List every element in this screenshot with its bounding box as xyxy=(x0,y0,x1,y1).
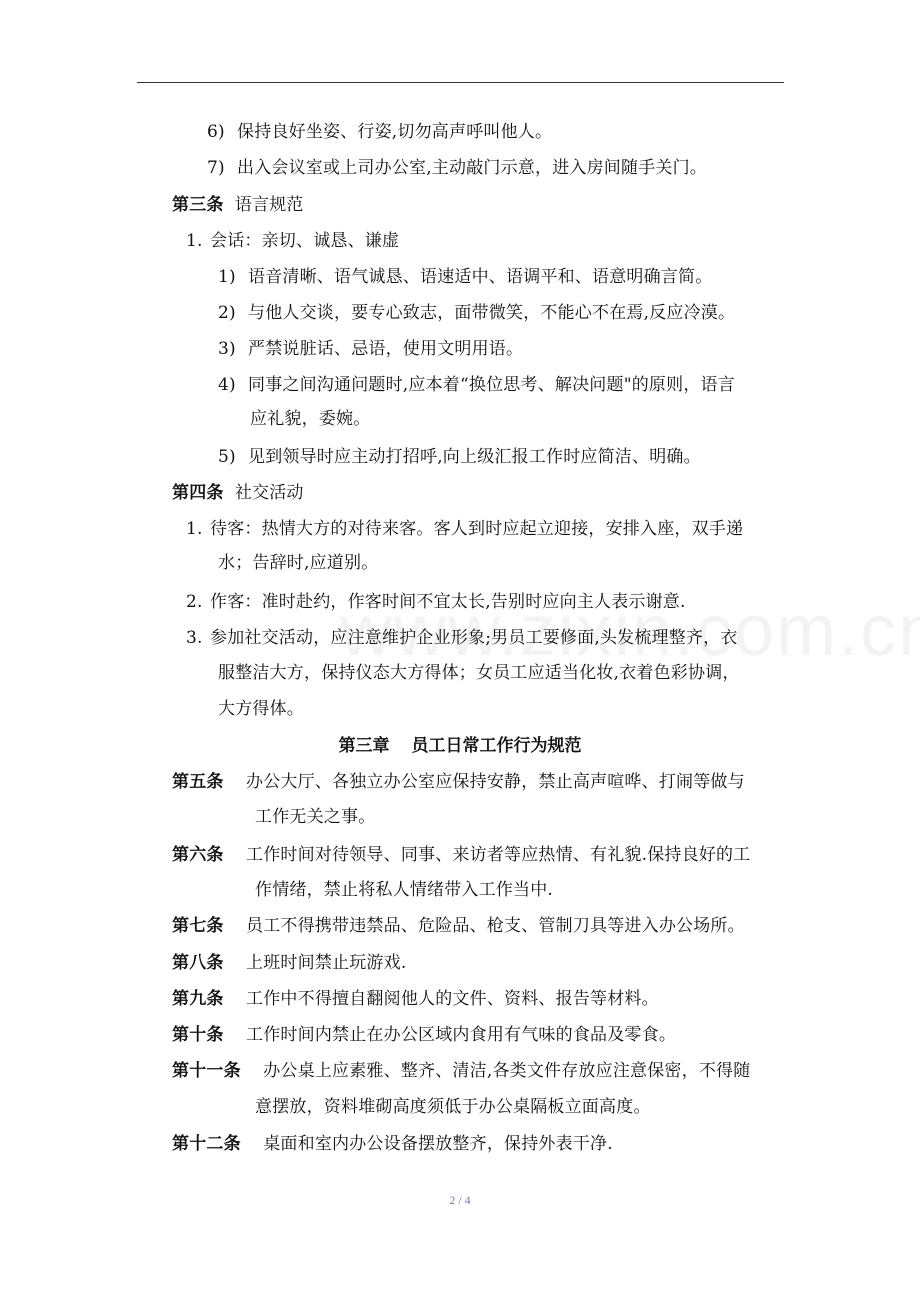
item-number: 4) xyxy=(218,375,236,395)
list-item xyxy=(218,266,712,288)
article xyxy=(172,1060,750,1082)
item-number: 1. xyxy=(186,231,203,251)
list-item xyxy=(207,157,707,179)
list-item xyxy=(218,338,523,360)
list-item xyxy=(186,627,738,649)
article-label: 第八条 xyxy=(172,953,224,973)
chapter-title: 员工日常工作行为规范 xyxy=(411,736,582,756)
article-continuation: 工作无关之事。 xyxy=(255,807,376,827)
list-item-continuation: 水；告辞时,应道别。 xyxy=(218,553,379,573)
chapter-number: 第三章 xyxy=(338,736,390,756)
list-item xyxy=(218,374,735,396)
list-item-continuation: 应礼貌，委婉。 xyxy=(250,409,371,429)
article-text: 工作时间内禁止在办公区域内食用有气味的食品及零食。 xyxy=(246,1025,677,1045)
item-number: 2) xyxy=(218,303,236,323)
list-item-continuation: 大方得体。 xyxy=(218,699,304,719)
list-item xyxy=(218,302,735,324)
article-heading xyxy=(172,482,304,504)
item-number: 1) xyxy=(218,267,236,287)
item-text: 作客：准时赴约，作客时间不宜太长,告别时应向主人表示谢意. xyxy=(210,592,686,612)
article-text: 上班时间禁止玩游戏. xyxy=(246,953,407,973)
article-text: 桌面和室内办公设备摆放整齐，保持外表干净. xyxy=(263,1134,613,1154)
article-text: 工作时间对待领导、同事、来访者等应热情、有礼貌.保持良好的工 xyxy=(246,845,751,865)
article-label: 第七条 xyxy=(172,916,224,936)
article-text: 办公大厅、各独立办公室应保持安静，禁止高声喧哗、打闹等做与 xyxy=(246,772,745,792)
article xyxy=(172,988,659,1010)
article-continuation: 作情绪，禁止将私人情绪带入工作当中. xyxy=(255,880,554,900)
chapter-heading xyxy=(0,735,920,757)
article-continuation: 意摆放，资料堆砌高度须低于办公桌隔板立面高度。 xyxy=(255,1097,651,1117)
item-text: 待客：热情大方的对待来客。客人到时应起立迎接，安排入座，双手递 xyxy=(210,519,744,539)
item-text: 出入会议室或上司办公室,主动敲门示意，进入房间随手关门。 xyxy=(237,158,708,178)
article xyxy=(172,1024,676,1046)
item-number: 2. xyxy=(186,592,203,612)
item-number: 3. xyxy=(186,628,203,648)
article-title: 社交活动 xyxy=(234,483,304,503)
article-label: 第五条 xyxy=(172,772,224,792)
item-text: 严禁说脏话、忌语，使用文明用语。 xyxy=(248,339,524,359)
article xyxy=(172,915,745,937)
item-number: 3) xyxy=(218,339,236,359)
item-text: 参加社交活动，应注意维护企业形象;男员工要修面,头发梳理整齐，衣 xyxy=(210,628,738,648)
article xyxy=(172,1133,613,1155)
item-text: 见到领导时应主动打招呼,向上级汇报工作时应简洁、明确。 xyxy=(248,447,701,467)
article-text: 员工不得携带违禁品、危险品、枪支、管制刀具等进入办公场所。 xyxy=(246,916,745,936)
list-item xyxy=(186,591,686,613)
article-label: 第六条 xyxy=(172,845,224,865)
list-item-continuation: 服整洁大方，保持仪态大方得体；女员工应适当化妆,衣着色彩协调， xyxy=(218,663,740,683)
header-rule xyxy=(137,82,784,83)
article xyxy=(172,771,745,793)
item-number: 6) xyxy=(207,122,225,142)
article-text: 办公桌上应素雅、整齐、清洁,各类文件存放应注意保密，不得随 xyxy=(263,1061,751,1081)
item-text: 与他人交谈，要专心致志，面带微笑，不能心不在焉,反应冷漠。 xyxy=(248,303,736,323)
article-title: 语言规范 xyxy=(234,195,304,215)
list-item xyxy=(218,446,701,468)
article-heading xyxy=(172,194,304,216)
article-label: 第四条 xyxy=(172,483,224,503)
list-item xyxy=(207,121,552,143)
article-text: 工作中不得擅自翻阅他人的文件、资料、报告等材料。 xyxy=(246,989,659,1009)
item-number: 1. xyxy=(186,519,203,539)
item-text: 同事之间沟通问题时,应本着“换位思考、解决问题"的原则，语言 xyxy=(248,375,735,395)
list-item xyxy=(186,518,743,540)
item-number: 5) xyxy=(218,447,236,467)
item-number: 7) xyxy=(207,158,225,178)
list-item xyxy=(186,230,399,252)
article-label: 第九条 xyxy=(172,989,224,1009)
page-number: 2 / 4 xyxy=(449,1193,471,1207)
article xyxy=(172,952,406,974)
article xyxy=(172,844,750,866)
item-text: 保持良好坐姿、行姿,切勿高声呼叫他人。 xyxy=(237,122,553,142)
article-label: 第十二条 xyxy=(172,1134,241,1154)
article-label: 第十条 xyxy=(172,1025,224,1045)
item-text: 语音清晰、语气诚恳、语速适中、语调平和、语意明确言简。 xyxy=(248,267,713,287)
article-label: 第十一条 xyxy=(172,1061,241,1081)
article-label: 第三条 xyxy=(172,195,224,215)
item-text: 会话：亲切、诚恳、谦虚 xyxy=(210,231,400,251)
